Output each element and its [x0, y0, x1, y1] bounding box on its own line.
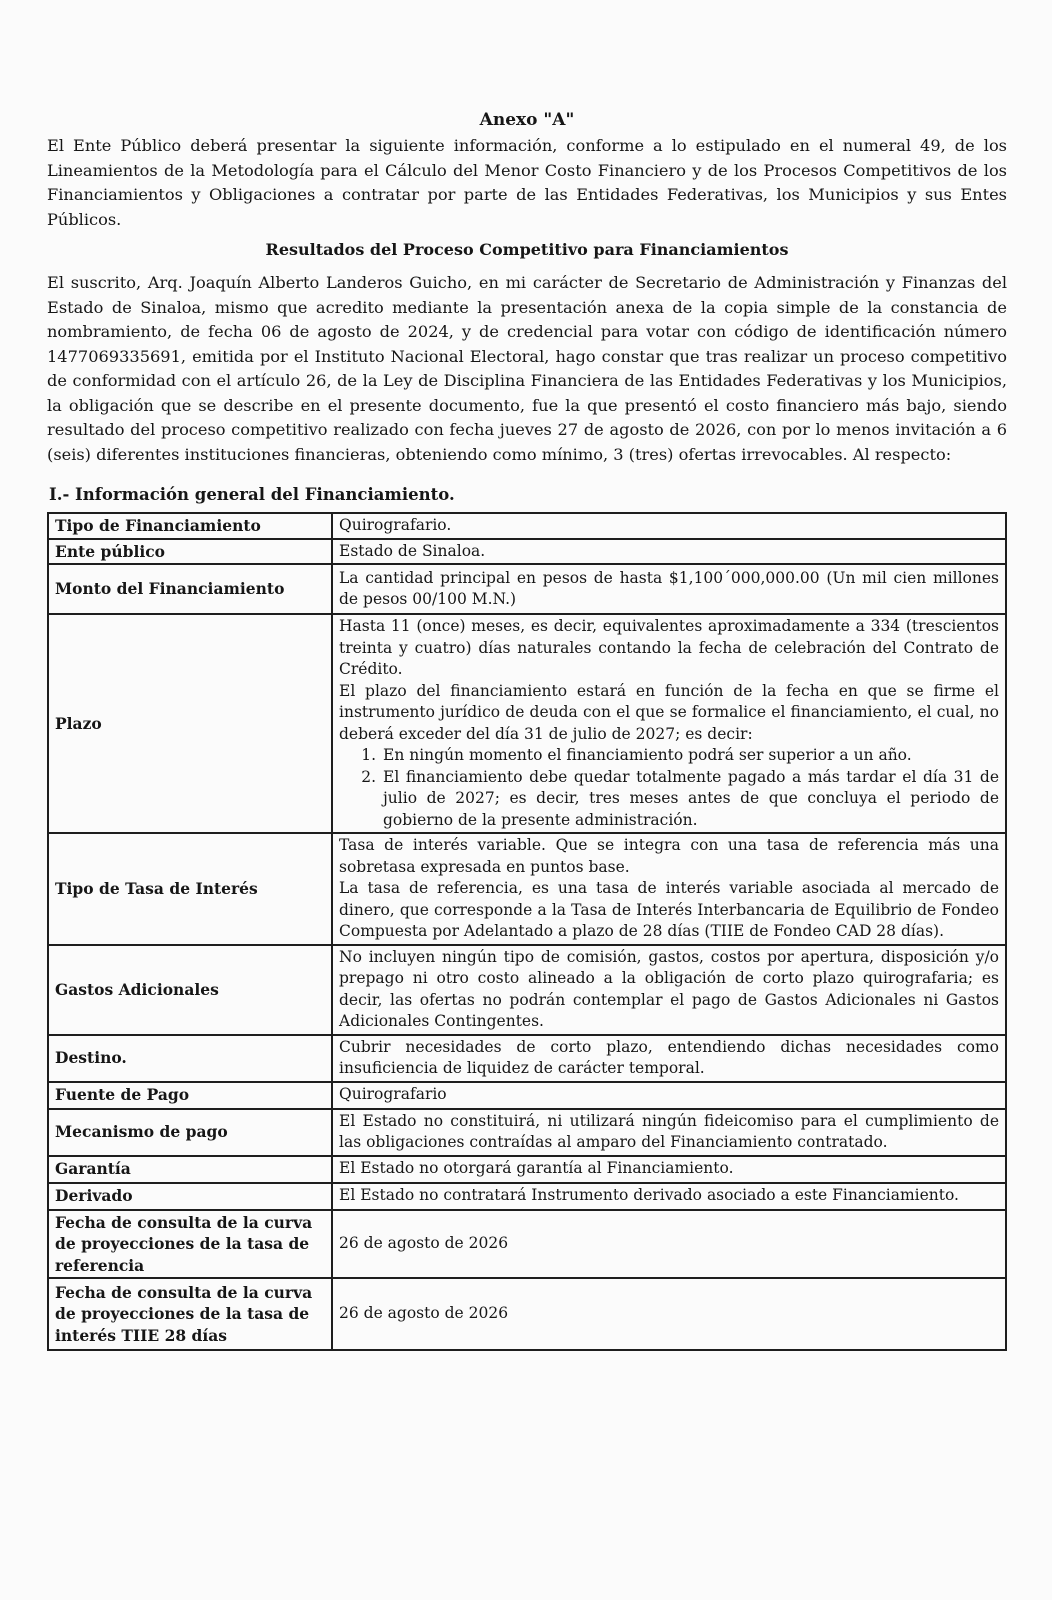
section-heading: I.- Información general del Financiamiento.: [49, 485, 455, 504]
table-row: [48, 539, 1006, 565]
table-row: [48, 1035, 1006, 1082]
row-value: 26 de agosto de 2026: [332, 1210, 1006, 1279]
table-row: [48, 1278, 1006, 1350]
table-row: [48, 1183, 1006, 1210]
row-value: No incluyen ningún tipo de comisión, gastos, costos por apertura, disposición y/o prepago ni otro costo alineado a la obligación de corto plazo quirografaria; es decir, las ofertas no podrán contemplar el pago de Gastos Adicionales ni Gastos Adicionales Contingentes.: [332, 945, 1006, 1035]
table-row: [48, 833, 1006, 945]
financing-info-table: [47, 512, 1007, 1351]
tasa-paragraph-1: Tasa de interés variable. Que se integra con una tasa de referencia más una sobretasa expresada en puntos base.: [339, 836, 999, 876]
row-value: Quirografario: [332, 1082, 1006, 1109]
row-value: El Estado no otorgará garantía al Financiamiento.: [332, 1156, 1006, 1183]
list-item: 2. El financiamiento debe quedar totalmente pagado a más tardar el día 31 de julio de 2027; es decir, tres meses antes de que concluya el periodo de gobierno de la presente administración.: [381, 767, 999, 832]
row-value: El Estado no contratará Instrumento derivado asociado a este Financiamiento.: [332, 1183, 1006, 1210]
row-value: El Estado no constituirá, ni utilizará ningún fideicomiso para el cumplimiento de las obligaciones contraídas al amparo del Financiamiento contratado.: [332, 1109, 1006, 1156]
row-label: Fecha de consulta de la curva de proyecciones de la tasa de referencia: [48, 1210, 332, 1279]
table-row: [48, 945, 1006, 1035]
document-page: [47, 110, 1007, 1351]
row-value: Estado de Sinaloa.: [332, 539, 1006, 565]
table-row: [48, 564, 1006, 614]
row-label: Gastos Adicionales: [48, 945, 332, 1035]
row-label: Destino.: [48, 1035, 332, 1082]
annex-title: Anexo "A": [479, 110, 575, 130]
table-row: [48, 1210, 1006, 1279]
table-row: [48, 1156, 1006, 1183]
row-value: La cantidad principal en pesos de hasta $1,100´000,000.00 (Un mil cien millones de pesos 00/100 M.N.): [332, 564, 1006, 614]
row-label: Tipo de Financiamiento: [48, 513, 332, 539]
results-subtitle: Resultados del Proceso Competitivo para Financiamientos: [265, 240, 789, 259]
table-row: [48, 1109, 1006, 1156]
tasa-paragraph-2: La tasa de referencia, es una tasa de interés variable asociada al mercado de dinero, que corresponde a la Tasa de Interés Interbancaria de Equilibrio de Fondeo Compuesta por Adelantado a plazo de 28 días (TIIE de Fondeo CAD 28 días).: [339, 879, 999, 940]
row-label: Mecanismo de pago: [48, 1109, 332, 1156]
row-value: Quirografario.: [332, 513, 1006, 539]
intro-paragraph: El Ente Público deberá presentar la siguiente información, conforme a lo estipulado en el numeral 49, de los Lineamientos de la Metodología para el Cálculo del Menor Costo Financiero y de los Procesos Competitivos de los Financiamientos y Obligaciones a contratar por parte de las Entidades Federativas, los Municipios y sus Entes Públicos.: [47, 136, 1007, 229]
list-item: 1. En ningún momento el financiamiento podrá ser superior a un año.: [381, 745, 999, 767]
row-value: 26 de agosto de 2026: [332, 1278, 1006, 1350]
plazo-paragraph-1: Hasta 11 (once) meses, es decir, equivalentes aproximadamente a 334 (trescientos treinta y cuatro) días naturales contando la fecha de celebración del Contrato de Crédito.: [339, 617, 999, 678]
row-label: Garantía: [48, 1156, 332, 1183]
row-value: [332, 614, 1006, 833]
row-value: [332, 833, 1006, 945]
table-row: [48, 1082, 1006, 1109]
statement-paragraph: El suscrito, Arq. Joaquín Alberto Landeros Guicho, en mi carácter de Secretario de Administración y Finanzas del Estado de Sinaloa, mismo que acredito mediante la presentación anexa de la copia simple de la constancia de nombramiento, de fecha 06 de agosto de 2024, y de credencial para votar con código de identificación número 1477069335691, emitida por el Instituto Nacional Electoral, hago constar que tras realizar un proceso competitivo de conformidad con el artículo 26, de la Ley de Disciplina Financiera de las Entidades Federativas y los Municipios, la obligación que se describe en el presente documento, fue la que presentó el costo financiero más bajo, siendo resultado del proceso competitivo realizado con fecha jueves 27 de agosto de 2026, con por lo menos invitación a 6 (seis) diferentes instituciones financieras, obteniendo como mínimo, 3 (tres) ofertas irrevocables. Al respecto:: [47, 273, 1007, 464]
row-value: Cubrir necesidades de corto plazo, entendiendo dichas necesidades como insuficiencia de liquidez de carácter temporal.: [332, 1035, 1006, 1082]
row-label: Tipo de Tasa de Interés: [48, 833, 332, 945]
row-label: Derivado: [48, 1183, 332, 1210]
table-row: [48, 513, 1006, 539]
table-row: [48, 614, 1006, 833]
row-label: Fuente de Pago: [48, 1082, 332, 1109]
row-label: Monto del Financiamiento: [48, 564, 332, 614]
plazo-paragraph-2: El plazo del financiamiento estará en función de la fecha en que se firme el instrumento jurídico de deuda con el que se formalice el financiamiento, el cual, no deberá exceder del día 31 de julio de 2027; es decir:: [339, 681, 999, 743]
plazo-list: [339, 745, 999, 831]
row-label: Fecha de consulta de la curva de proyecciones de la tasa de interés TIIE 28 días: [48, 1278, 332, 1350]
row-label: Ente público: [48, 539, 332, 565]
row-label: Plazo: [48, 614, 332, 833]
